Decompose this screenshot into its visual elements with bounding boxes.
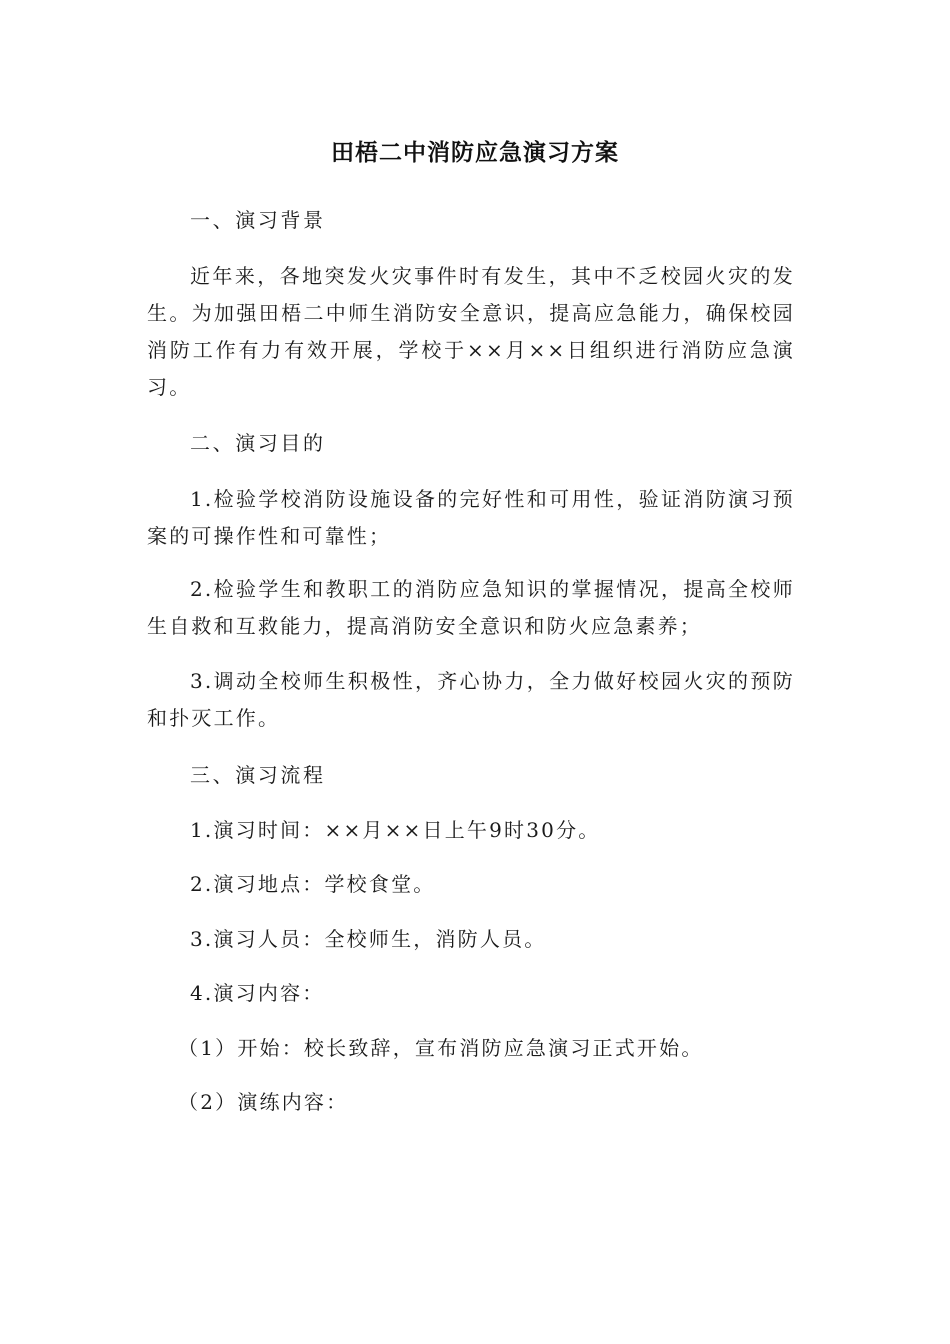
section-heading-background: 一、演习背景 <box>190 208 326 232</box>
section-heading-process: 三、演习流程 <box>190 763 326 787</box>
process-item-content: 4.演习内容： <box>190 981 325 1005</box>
background-paragraph: 近年来，各地突发火灾事件时有发生，其中不乏校园火灾的发生。为加强田梧二中师生消防安全意识，提高应急能力，确保校园消防工作有力有效开展，学校于××月××日组织进行消防应急演习。 <box>147 264 795 399</box>
purpose-item-1: 1.检验学校消防设施设备的完好性和可用性，验证消防演习预案的可操作性和可靠性； <box>147 487 795 548</box>
purpose-item-3: 3.调动全校师生积极性，齐心协力，全力做好校园火灾的预防和扑灭工作。 <box>147 669 795 730</box>
process-item-participants: 3.演习人员：全校师生，消防人员。 <box>190 927 547 951</box>
purpose-item-2: 2.检验学生和教职工的消防应急知识的掌握情况，提高全校师生自救和互救能力，提高消防安全意识和防火应急素养； <box>147 577 795 638</box>
content-item-drill: （2）演练内容： <box>178 1090 349 1114</box>
process-item-location: 2.演习地点：学校食堂。 <box>190 872 436 896</box>
process-item-time: 1.演习时间：××月××日上午9时30分。 <box>190 818 601 842</box>
content-item-start: （1）开始：校长致辞，宣布消防应急演习正式开始。 <box>178 1036 704 1060</box>
document-title: 田梧二中消防应急演习方案 <box>331 140 619 166</box>
section-heading-purpose: 二、演习目的 <box>190 431 326 455</box>
